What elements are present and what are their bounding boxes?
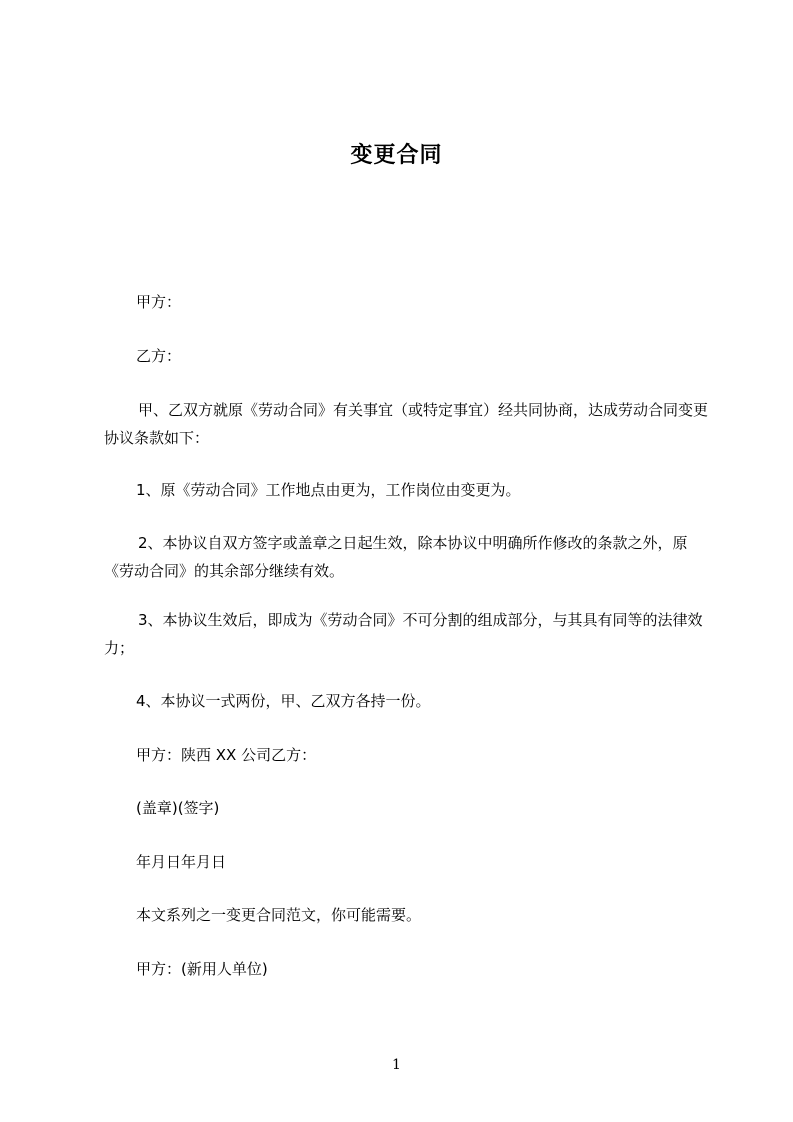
clause-1: 1、原《劳动合同》工作地点由更为，工作岗位由变更为。 xyxy=(136,481,521,499)
party-a-new-employer: 甲方：(新用人单位) xyxy=(136,960,268,978)
intro-paragraph: 甲、乙双方就原《劳动合同》有关事宜（或特定事宜）经共同协商，达成劳动合同变更协议条款如下： xyxy=(104,401,709,447)
clause-4: 4、本协议一式两份，甲、乙双方各持一份。 xyxy=(136,692,431,710)
date-line: 年月日年月日 xyxy=(136,853,227,871)
clause-3: 3、本协议生效后，即成为《劳动合同》不可分割的组成部分，与其具有同等的法律效力； xyxy=(104,611,703,657)
document-title: 变更合同 xyxy=(350,143,443,168)
note-line: 本文系列之一变更合同范文，你可能需要。 xyxy=(136,906,422,924)
party-a-label: 甲方： xyxy=(136,293,182,311)
page-number: 1 xyxy=(392,1057,401,1073)
seal-sign-line: (盖章)(签字) xyxy=(136,799,220,817)
party-b-label: 乙方： xyxy=(136,347,182,365)
clause-2: 2、本协议自双方签字或盖章之日起生效，除本协议中明确所作修改的条款之外，原《劳动合同》的其余部分继续有效。 xyxy=(104,534,688,580)
signature-parties: 甲方：陕西 XX 公司乙方： xyxy=(136,746,317,764)
